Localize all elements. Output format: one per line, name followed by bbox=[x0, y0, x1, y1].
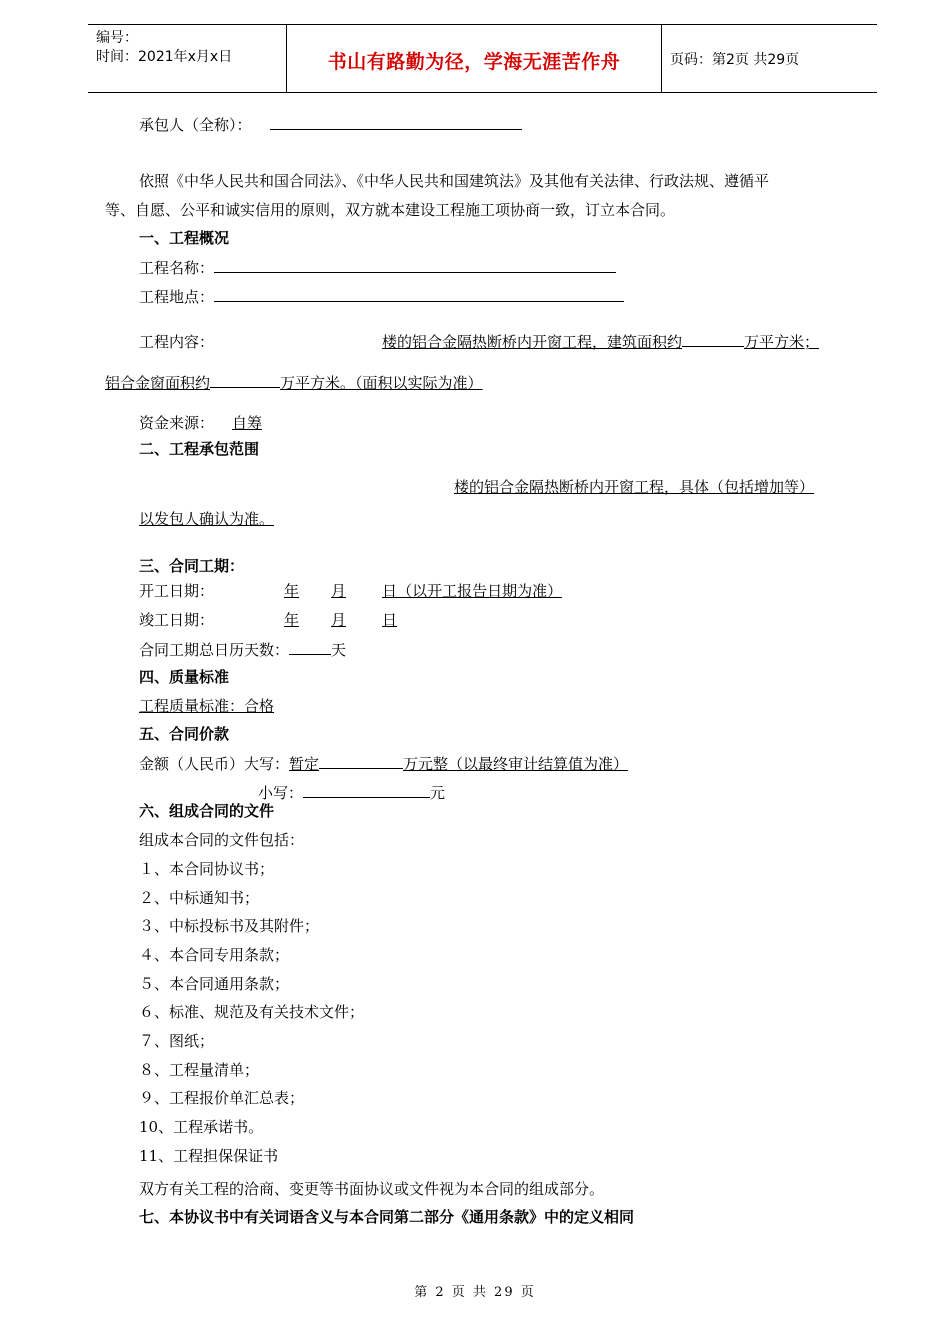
contractor-line bbox=[139, 113, 522, 136]
project-site-line bbox=[139, 285, 624, 308]
section-6-title: 六、组成合同的文件 bbox=[139, 802, 275, 820]
fund-source-label: 资金来源： bbox=[139, 414, 215, 432]
header-motto: 书山有路勤为径，学海无涯苦作舟 bbox=[327, 51, 621, 73]
area-blank[interactable] bbox=[682, 330, 744, 347]
preamble-line-2: 等、自愿、公平和诚实信用的原则，双方就本建设工程施工项协商一致，订立本合同。 bbox=[105, 201, 676, 219]
amount-small-label: 小写： bbox=[258, 784, 304, 802]
end-day-label: 日 bbox=[382, 611, 398, 629]
total-days-blank[interactable] bbox=[289, 638, 331, 655]
header-left-cell bbox=[88, 25, 286, 92]
page-footer: 第 2 页 共 29 页 bbox=[414, 1285, 536, 1300]
amount-small-line bbox=[258, 781, 445, 804]
project-content-line-2 bbox=[105, 371, 483, 394]
document-item: ７、图纸； bbox=[139, 1032, 215, 1050]
preamble-line-1: 依照《中华人民共和国合同法》、《中华人民共和国建筑法》及其他有关法律、行政法规、遵循平 bbox=[139, 172, 770, 190]
document-time-label: 时间：2021年x月x日 bbox=[96, 49, 233, 65]
section-5-title: 五、合同价款 bbox=[139, 725, 230, 743]
total-days-unit: 天 bbox=[331, 641, 347, 659]
end-month-label: 月 bbox=[331, 611, 347, 629]
quality-standard-line bbox=[139, 695, 274, 717]
document-item: ４、本合同专用条款； bbox=[139, 946, 290, 964]
document-item: ２、中标通知书； bbox=[139, 889, 260, 907]
header-right-cell bbox=[662, 25, 877, 92]
start-day-label: 日 bbox=[382, 582, 398, 600]
document-number-label: 编号： bbox=[96, 30, 138, 46]
end-date-label: 竣工日期： bbox=[139, 611, 215, 629]
page-header bbox=[88, 24, 877, 93]
scope-text-1: 楼的铝合金隔热断桥内开窗工程，具体（包括增加等） bbox=[454, 478, 815, 496]
document-item: ９、工程报价单汇总表； bbox=[139, 1089, 305, 1107]
fund-source-value: 自筹 bbox=[232, 414, 263, 432]
document-item: ５、本合同通用条款； bbox=[139, 975, 290, 993]
document-item: 11、工程担保保证书 bbox=[139, 1147, 279, 1165]
total-days-line bbox=[139, 638, 346, 661]
section-7-title: 七、本协议书中有关词语含义与本合同第二部分《通用条款》中的定义相同 bbox=[139, 1208, 635, 1226]
start-date-line bbox=[139, 580, 562, 602]
amount-blank[interactable] bbox=[319, 752, 403, 769]
project-site-blank[interactable] bbox=[214, 285, 624, 302]
contractor-label: 承包人（全称）： bbox=[139, 116, 252, 134]
document-item: 10、工程承诺书。 bbox=[139, 1118, 264, 1136]
document-item: １、本合同协议书； bbox=[139, 860, 275, 878]
document-item: ３、中标投标书及其附件； bbox=[139, 917, 320, 935]
amount-prefix: 暂定 bbox=[289, 755, 320, 773]
project-content-d: 万平方米。（面积以实际为准） bbox=[280, 374, 483, 392]
quality-standard-text: 工程质量标准：合格 bbox=[139, 697, 275, 715]
end-year-label: 年 bbox=[284, 611, 300, 629]
project-content-line-1 bbox=[139, 330, 819, 353]
project-content-a: 楼的铝合金隔热断桥内开窗工程，建筑面积约 bbox=[382, 333, 683, 351]
amount-label: 金额（人民币）大写： bbox=[139, 755, 290, 773]
start-year-label: 年 bbox=[284, 582, 300, 600]
project-content-c: 铝合金窗面积约 bbox=[105, 374, 211, 392]
document-item: ８、工程量清单； bbox=[139, 1061, 260, 1079]
documents-intro: 组成本合同的文件包括： bbox=[139, 831, 305, 849]
scope-line-2 bbox=[139, 508, 274, 530]
section-4-title: 四、质量标准 bbox=[139, 668, 230, 686]
start-date-note: （以开工报告日期为准） bbox=[397, 582, 563, 600]
project-content-label: 工程内容： bbox=[139, 333, 215, 351]
amount-small-blank[interactable] bbox=[303, 781, 430, 798]
total-days-label: 合同工期总日历天数： bbox=[139, 641, 290, 659]
project-site-label: 工程地点： bbox=[139, 288, 215, 306]
project-name-blank[interactable] bbox=[214, 256, 616, 273]
fund-source-line bbox=[139, 412, 280, 434]
scope-line-1 bbox=[172, 476, 814, 498]
header-center-cell bbox=[286, 25, 662, 92]
amount-suffix: 万元整（以最终审计结算值为准） bbox=[403, 755, 629, 773]
start-month-label: 月 bbox=[331, 582, 347, 600]
header-page-label: 页码：第2页 共29页 bbox=[670, 52, 800, 68]
project-name-label: 工程名称： bbox=[139, 259, 215, 277]
scope-text-2: 以发包人确认为准。 bbox=[139, 510, 275, 528]
amount-line bbox=[139, 752, 628, 775]
section-1-title: 一、工程概况 bbox=[139, 229, 230, 247]
documents-closing: 双方有关工程的洽商、变更等书面协议或文件视为本合同的组成部分。 bbox=[139, 1180, 605, 1198]
end-date-line bbox=[139, 609, 397, 631]
start-date-label: 开工日期： bbox=[139, 582, 215, 600]
amount-small-unit: 元 bbox=[430, 784, 446, 802]
window-area-blank[interactable] bbox=[210, 371, 280, 388]
document-item: ６、标准、规范及有关技术文件； bbox=[139, 1003, 365, 1021]
section-3-title: 三、合同工期： bbox=[139, 557, 245, 575]
contractor-name-blank[interactable] bbox=[270, 113, 522, 130]
section-2-title: 二、工程承包范围 bbox=[139, 440, 260, 458]
project-name-line bbox=[139, 256, 616, 279]
project-content-b: 万平方米； bbox=[744, 333, 820, 351]
